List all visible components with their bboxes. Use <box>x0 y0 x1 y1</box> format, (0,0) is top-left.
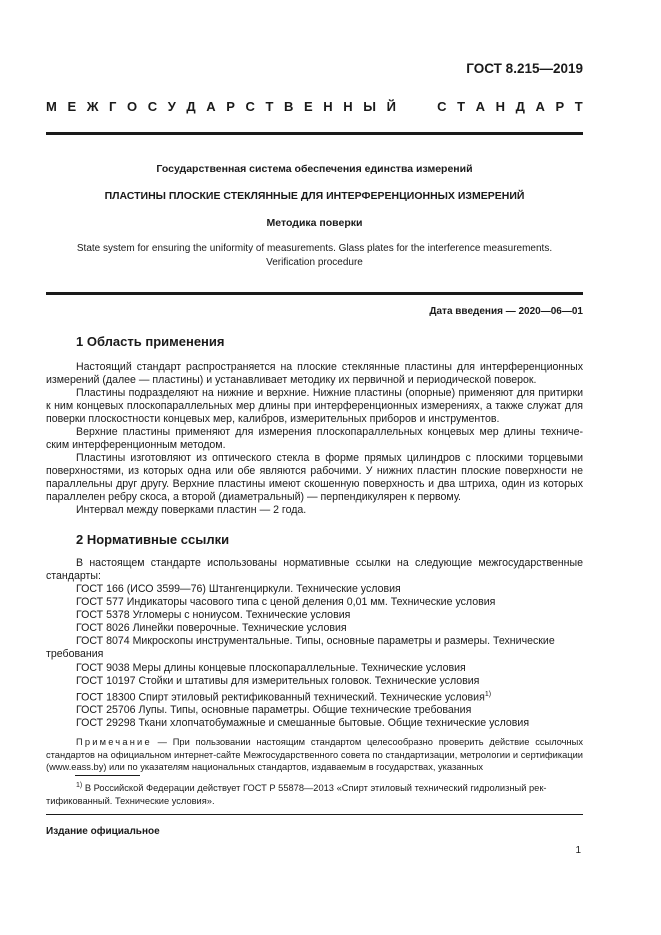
standard-type-letter: А <box>535 99 545 114</box>
standard-type-letter: Р <box>226 99 235 114</box>
reference-text: ГОСТ 18300 Спирт этиловый ректификованный технический. Технические условия <box>76 691 485 704</box>
reference-item: ГОСТ 10197 Стойки и штативы для измерительных головок. Технические условия <box>76 674 480 687</box>
section-1-body <box>46 361 583 517</box>
standard-type-letter: О <box>127 99 138 114</box>
footnote-ref: 1) <box>484 690 492 698</box>
reference-item: ГОСТ 8026 Линейки поверочные. Технические условия <box>76 622 347 635</box>
footnote-paragraph <box>46 780 583 807</box>
english-title <box>46 242 583 270</box>
standard-type-letter: Н <box>343 99 353 114</box>
paragraph: В настоящем стандарте использованы нормативные ссылки на следующие межгосударственные стандарты: <box>46 557 583 582</box>
standard-type-letter: Й <box>386 99 396 114</box>
reference-item: ГОСТ 5378 Угломеры с нониусом. Технические условия <box>76 609 351 622</box>
standard-type-letter: Ж <box>86 99 99 114</box>
reference-item: ГОСТ 8074 Микроскопы инструментальные. Типы, основные параметры и размеры. Технические требования <box>46 635 555 661</box>
footer-rule <box>46 814 583 815</box>
standard-type-letter: С <box>147 99 158 114</box>
english-title-line: Verification procedure <box>266 257 363 268</box>
reference-item: ГОСТ 166 (ИСО 3599—76) Штангенциркули. Технические условия <box>76 583 401 595</box>
standard-type-letter: Е <box>67 99 77 114</box>
standard-type-letter: У <box>167 99 176 114</box>
word-gap <box>407 99 427 114</box>
paragraph: Настоящий стандарт распространяется на плоские стеклянные пластины для интерференционных измерений (далее — пластины) и устанавливает методику их первичной и периодической поверок. <box>46 361 583 386</box>
system-title: Государственная система обеспечения единства измерений <box>156 163 473 175</box>
reference-item <box>46 688 583 705</box>
reference-item: ГОСТ 25706 Лупы. Типы, основные параметры. Общие технические требования <box>76 704 472 717</box>
footnote-mark: 1) <box>76 782 83 789</box>
page-number: 1 <box>575 845 581 856</box>
standard-type-letter: Д <box>515 99 525 114</box>
section-2-intro <box>46 557 583 583</box>
paragraph: Верхние пластины применяют для измерения плоскопараллельных концевых мер длины техническим интерференционным методом. <box>46 426 583 451</box>
section-heading: 1 Область применения <box>76 334 225 349</box>
standard-type-letter: Ы <box>363 99 376 114</box>
standard-type-letter: А <box>475 99 486 114</box>
reference-item: ГОСТ 9038 Меры длины концевые плоскопараллельные. Технические условия <box>76 661 466 674</box>
note <box>46 736 583 774</box>
standard-type-letter: С <box>245 99 255 114</box>
standard-type-letter: Т <box>265 99 274 114</box>
reference-list <box>46 583 583 731</box>
note-paragraph <box>46 736 583 774</box>
standard-type-heading <box>46 99 583 114</box>
paragraph: Пластины подразделяют на нижние и верхние. Нижние пластины (опорные) применяют для притирки к ним концевых плоскопараллельных мер длины при интерференционных измерениях, а также служат для поверки плоскостности концевых мер, калибров, измерительных приборов и инструментов. <box>46 387 583 425</box>
footnote-rule <box>75 775 140 776</box>
standard-type-letter: С <box>437 99 447 114</box>
header-rule <box>46 132 583 135</box>
standard-type-letter: В <box>284 99 294 114</box>
main-title: ПЛАСТИНЫ ПЛОСКИЕ СТЕКЛЯННЫЕ ДЛЯ ИНТЕРФЕРЕНЦИОННЫХ ИЗМЕРЕНИЙ <box>104 190 525 202</box>
paragraph: Пластины изготовляют из оптического стекла в форме прямых цилиндров с плоскими торцевыми поверхностями, из которых одна или обе являются рабочими. У нижних пластин плоские поверхности не параллельны друг другу. Верхние пластины имеют скошенную поверхность и два штриха, один из которых параллелен ребру скоса, а второй (диаметральный) — перпендикулярен к первому. <box>46 452 583 503</box>
standard-type-letter: Т <box>457 99 466 114</box>
standard-type-letter: М <box>46 99 57 114</box>
footnote-text: В Российской Федерации действует ГОСТ Р 55878—2013 «Спирт этиловый технический гидролизный ректификованный. Технические условия». <box>46 783 547 806</box>
standard-type-letter: Д <box>186 99 196 114</box>
standard-type-letter: Е <box>304 99 313 114</box>
subtitle: Методика поверки <box>266 217 363 229</box>
note-text: — При пользовании настоящим стандартом целесообразно проверить действие ссылочных стандартов на официальном интернет-сайте Межгосударственного совета по стандартизации, метрологии и сертификации (www.eass.by) или по указателям национальных стандартов, издаваемым в государствах, указанных <box>46 737 583 772</box>
section-heading: 2 Нормативные ссылки <box>76 532 230 547</box>
reference-item: ГОСТ 577 Индикаторы часового типа с ценой деления 0,01 мм. Технические условия <box>76 596 496 609</box>
reference-item: ГОСТ 29298 Ткани хлопчатобумажные и смешанные бытовые. Общие технические условия <box>76 717 530 730</box>
intro-date: Дата введения — 2020—06—01 <box>429 306 583 317</box>
section-1 <box>76 334 225 349</box>
edition-label: Издание официальное <box>46 826 160 837</box>
paragraph: Интервал между поверками пластин — 2 года. <box>76 504 307 516</box>
standard-type-letter: Н <box>495 99 506 114</box>
footnote <box>46 780 583 807</box>
standard-type-letter: Р <box>555 99 565 114</box>
english-title-line: State system for ensuring the uniformity of measurements. Glass plates for the interference measurements. <box>76 243 553 254</box>
section-2 <box>76 532 229 547</box>
standard-type-letter: Н <box>323 99 333 114</box>
document-id: ГОСТ 8.215—2019 <box>466 61 583 76</box>
note-label: Примечание <box>76 737 152 747</box>
title-rule <box>46 292 583 295</box>
standard-type-letter: А <box>206 99 216 114</box>
standard-type-letter: Т <box>574 99 583 114</box>
standard-type-letter: Г <box>109 99 117 114</box>
